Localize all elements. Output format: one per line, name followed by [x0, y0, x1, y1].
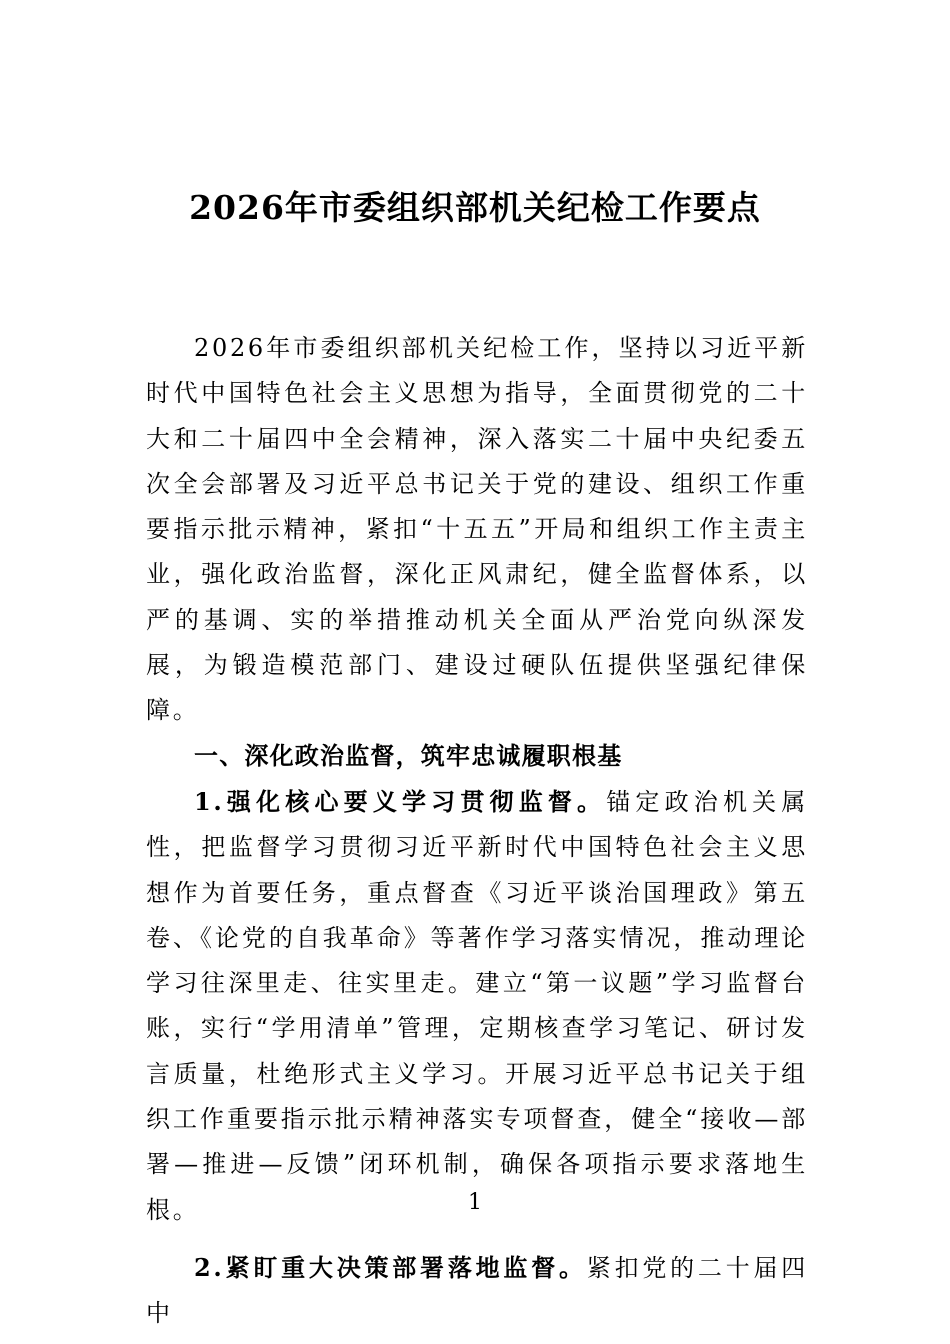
paragraph-gap [146, 1233, 808, 1245]
page-number: 1 [468, 1190, 482, 1215]
item-paragraph-2 [146, 1245, 808, 1337]
section-heading-1: 一、深化政治监督，筑牢忠诚履职根基 [194, 741, 623, 770]
document-title: 2026年市委组织部机关纪检工作要点 [189, 188, 761, 227]
item-2-body: 紧扣党的二十届四中 [146, 1253, 808, 1328]
item-paragraph-1 [146, 779, 808, 1233]
intro-paragraph: 2026年市委组织部机关纪检工作，坚持以习近平新时代中国特色社会主义思想为指导，全面贯彻党的二十大和二十届四中全会精神，深入落实二十届中央纪委五次全会部署及习近平总书记关于党的建设、组织工作重要指示批示精神，紧扣“十五五”开局和组织工作主责主业，强化政治监督，深化正风肃纪，健全监督体系，以严的基调、实的举措推动机关全面从严治党向纵深发展，为锻造模范部门、建设过硬队伍提供坚强纪律保障。 [146, 334, 808, 725]
item-1-lead: 1.强化核心要义学习贯彻监督。 [194, 786, 607, 816]
item-1-body: 锚定政治机关属性，把监督学习贯彻习近平新时代中国特色社会主义思想作为首要任务，重点督查《习近平谈治国理政》第五卷、《论党的自我革命》等著作学习落实情况，推动理论学习往深里走、往实里走。建立“第一议题”学习监督台账，实行“学用清单”管理，定期核查学习笔记、研讨发言质量，杜绝形式主义学习。开展习近平总书记关于组织工作重要指示批示精神落实专项督查，健全“接收—部署—推进—反馈”闭环机制，确保各项指示要求落地生根。 [146, 787, 808, 1224]
item-2-lead: 2.紧盯重大决策部署落地监督。 [194, 1252, 587, 1282]
document-body [146, 326, 808, 1337]
